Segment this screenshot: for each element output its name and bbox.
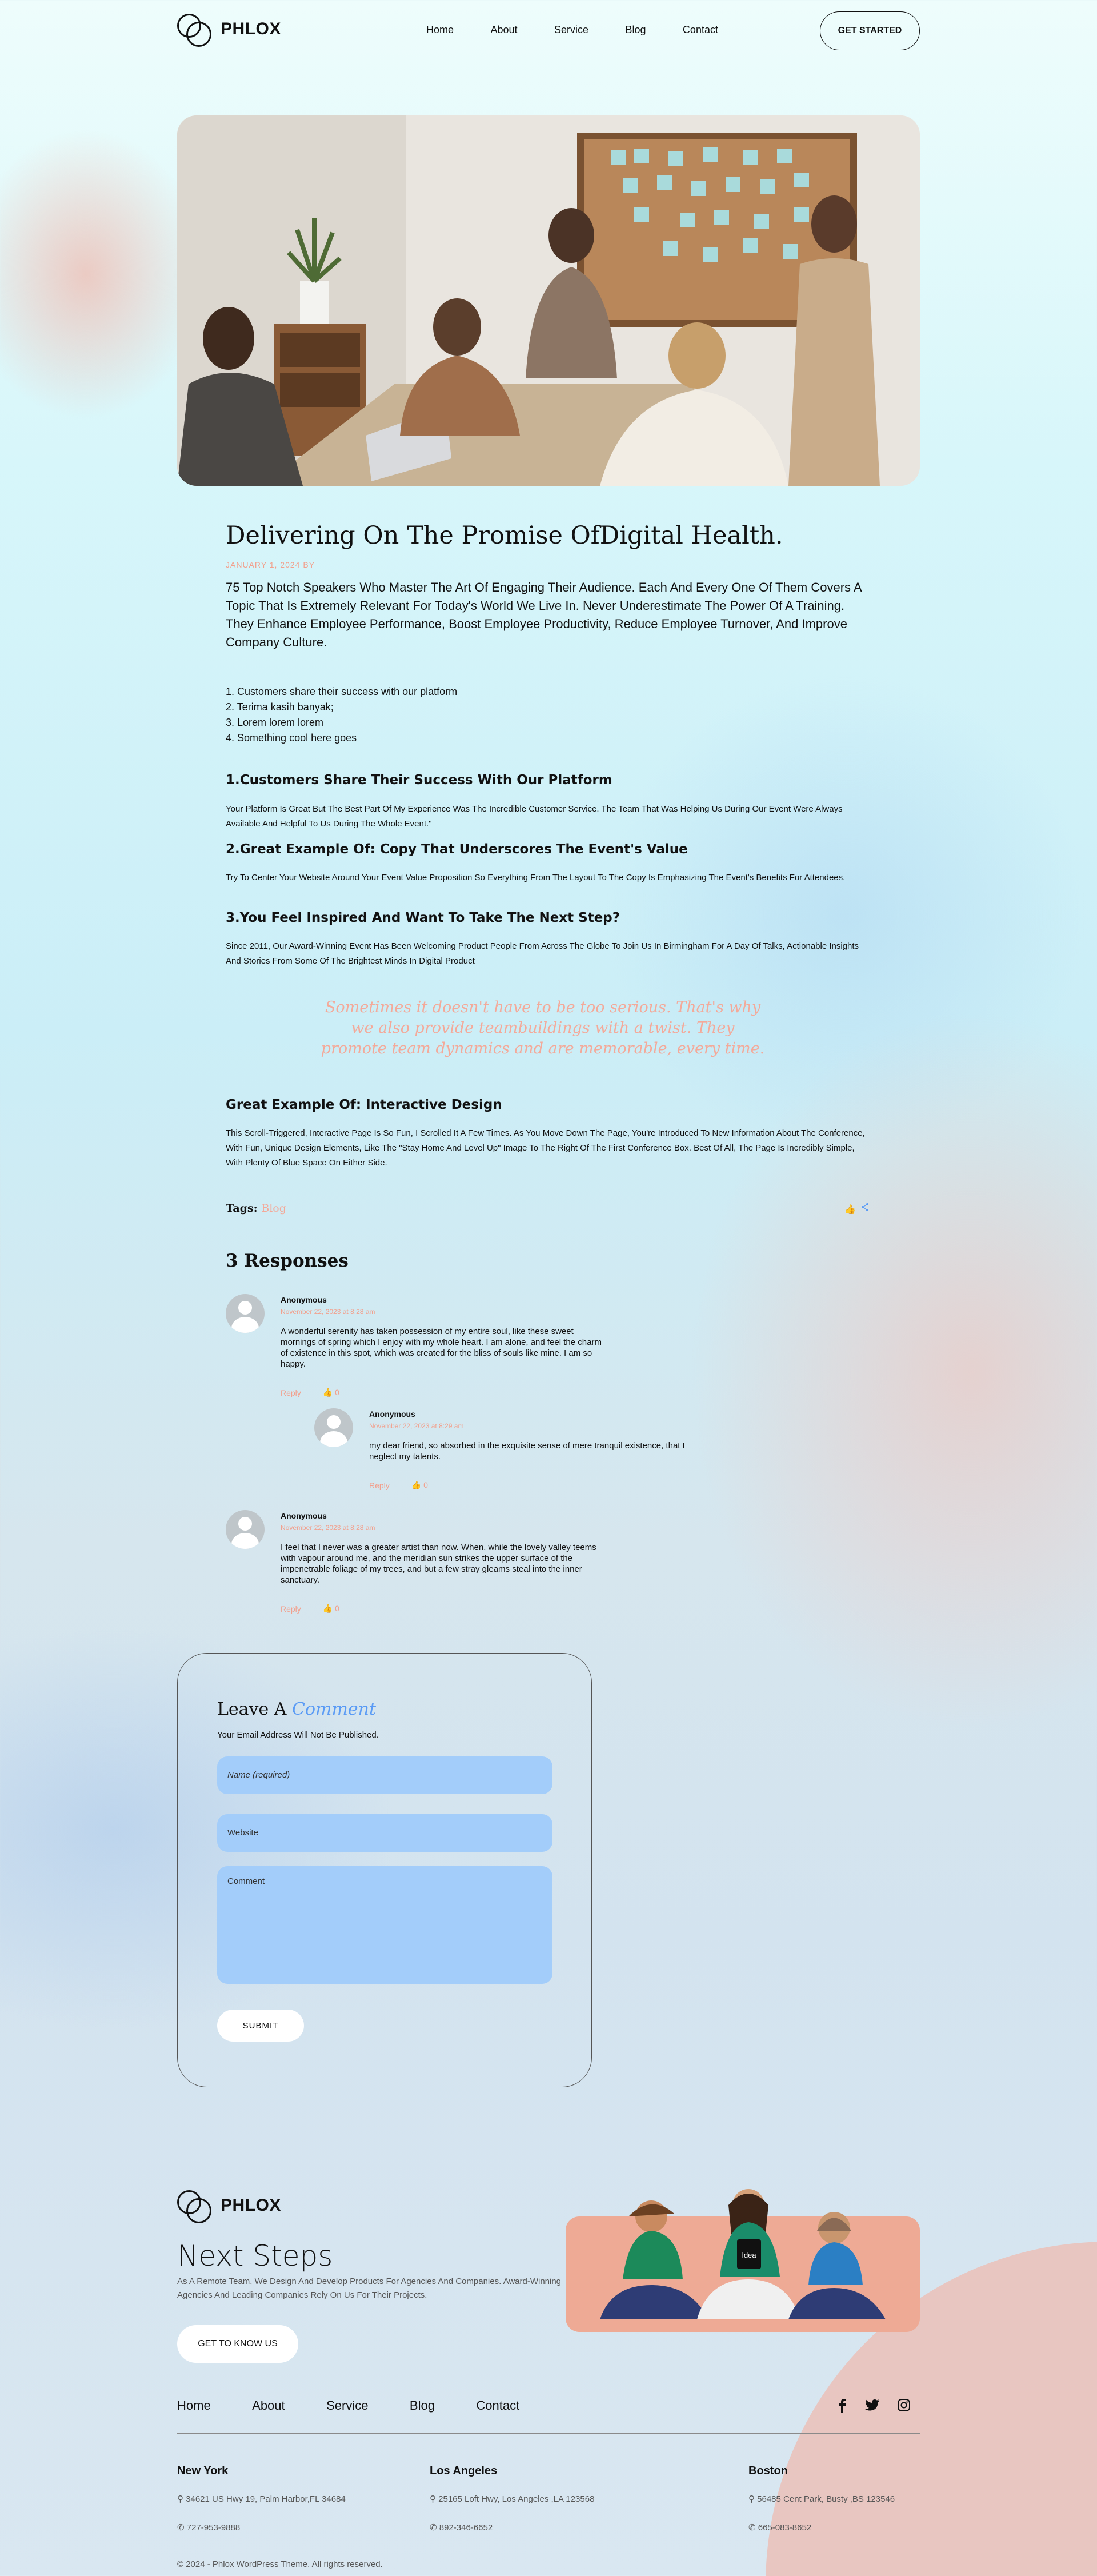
comment-author: Anonymous — [281, 1511, 327, 1520]
section-heading-2: 2.Great Example Of: Copy That Underscores The Event's Value — [226, 842, 688, 857]
logo-text: PHLOX — [221, 2196, 281, 2215]
list-item: 1. Customers share their success with our platform — [226, 686, 458, 697]
office-address: ⚲ 25165 Loft Hwy, Los Angeles ,LA 123568 — [430, 2494, 595, 2504]
team-meeting-photo — [177, 115, 920, 486]
comment-1 — [281, 1295, 606, 1397]
hero-image — [177, 115, 920, 486]
section-body-2: Try To Center Your Website Around Your Event Value Proposition So Everything From The Layout To The Copy Is Emphasizing The Event's Benefits For Attendees. — [226, 873, 846, 882]
share-icon[interactable] — [860, 1203, 870, 1215]
location-pin-icon: ⚲ — [177, 2494, 186, 2504]
get-to-know-us-button[interactable]: GET TO KNOW US — [177, 2325, 298, 2363]
list-item: 2. Terima kasih banyak; — [226, 701, 334, 713]
nav-blog[interactable]: Blog — [625, 24, 646, 35]
tags-row — [226, 1202, 286, 1215]
site-logo[interactable] — [177, 11, 281, 47]
reply-link[interactable]: Reply — [281, 1388, 301, 1397]
phone-icon: ✆ — [430, 2523, 439, 2533]
office-los-angeles — [430, 2465, 594, 2533]
list-item: 3. Lorem lorem lorem — [226, 717, 324, 728]
comment-2 — [369, 1409, 695, 1490]
office-phone[interactable]: ✆ 665-083-8652 — [748, 2523, 812, 2533]
nav-home[interactable]: Home — [426, 24, 454, 35]
comment-date[interactable]: November 22, 2023 at 8:28 am — [281, 1524, 375, 1532]
logo-icon — [177, 11, 213, 47]
footer-nav-home[interactable]: Home — [177, 2398, 211, 2413]
office-address: ⚲ 56485 Cent Park, Busty ,BS 123546 — [748, 2494, 895, 2504]
form-note: Your Email Address Will Not Be Published. — [217, 1730, 379, 1740]
comment-author: Anonymous — [369, 1409, 415, 1419]
footer-nav-contact[interactable]: Contact — [476, 2398, 520, 2413]
instagram-icon[interactable] — [897, 2398, 911, 2412]
location-pin-icon: ⚲ — [430, 2494, 439, 2504]
comment-3 — [281, 1511, 606, 1614]
like-count[interactable]: 👍 0 — [411, 1480, 428, 1489]
comment-form — [177, 1653, 592, 2087]
facebook-icon[interactable] — [836, 2398, 848, 2413]
section-body-3: Since 2011, Our Award-Winning Event Has Been Welcoming Product People From Across The Globe To Join Us In Birmingham For A Day Of Talks, Actionable Insights And Stories From Some Of The Brightest Minds In Digital Product — [226, 941, 859, 966]
get-started-button[interactable]: GET STARTED — [820, 11, 920, 50]
form-title: Leave A Comment — [217, 1699, 377, 1719]
office-boston — [748, 2465, 895, 2533]
footer-desc: As A Remote Team, We Design And Develop Products For Agencies And Companies. Award-Winning Agencies And Leading Companies Rely On Us For Their Projects. — [177, 2277, 562, 2300]
list-item: 4. Something cool here goes — [226, 732, 357, 744]
twitter-icon[interactable] — [865, 2399, 880, 2411]
name-field[interactable]: Name (required) — [217, 1756, 552, 1794]
tags-label: Tags: — [226, 1202, 258, 1215]
responses-title: 3 Responses — [226, 1251, 349, 1271]
footer-nav-about[interactable]: About — [252, 2398, 285, 2413]
section-heading-3: 3.You Feel Inspired And Want To Take The Next Step? — [226, 910, 620, 925]
office-phone[interactable]: ✆ 727-953-9888 — [177, 2523, 241, 2533]
article-lead: 75 Top Notch Speakers Who Master The Art Of Engaging Their Audience. Each And Every One Of Them Covers A Topic That Is Extremely Relevant For Today's World We Live In. Never Underestimate The Power Of A Training. They Enhance Employee Performance, Boost Employee Productivity, Reduce Employee Turnover, And Improve Company Culture. — [226, 580, 862, 649]
reply-link[interactable]: Reply — [369, 1480, 390, 1490]
office-city: Boston — [748, 2465, 788, 2477]
submit-button[interactable]: SUBMIT — [217, 2010, 304, 2042]
office-address: ⚲ 34621 US Hwy 19, Palm Harbor,FL 34684 — [177, 2494, 346, 2504]
footer-logo[interactable] — [177, 2188, 281, 2223]
comment-date[interactable]: November 22, 2023 at 8:29 am — [369, 1422, 464, 1430]
tablet-text: Idea — [742, 2251, 756, 2259]
pull-quote: Sometimes it doesn't have to be too serious. That's why we also provide teambuildings with a twist. They promote team dynamics and are memorable, every time. — [321, 999, 765, 1057]
office-city: New York — [177, 2465, 229, 2477]
section-body-1: Your Platform Is Great But The Best Part Of My Experience Was The Incredible Customer Service. The Team That Was Helping Us During Our Event Were Always Available And Helpful To Us During The Whole Event." — [226, 804, 843, 829]
footer-illustration — [566, 2216, 920, 2332]
location-pin-icon: ⚲ — [748, 2494, 758, 2504]
nav-about[interactable]: About — [490, 24, 518, 35]
section-heading-1: 1.Customers Share Their Success With Our Platform — [226, 773, 612, 788]
like-icon[interactable]: 👍 — [844, 1205, 856, 1215]
avatar — [226, 1510, 265, 1549]
section-body-4: This Scroll-Triggered, Interactive Page Is So Fun, I Scrolled It A Few Times. As You Move Down The Page, You're Introduced To New Information About The Conference, With Fun, Unique Design Elements, Like The "Stay Home And Level Up" Image To The Right Of The First Conference Box. Best Of All, The Page Is Incredibly Simple, With Plenty Of Blue Space On Either Side. — [226, 1128, 865, 1168]
comment-field[interactable]: Comment — [217, 1866, 552, 1984]
like-count[interactable]: 👍 0 — [322, 1604, 339, 1613]
phone-icon: ✆ — [748, 2523, 758, 2533]
avatar — [226, 1294, 265, 1333]
copyright: © 2024 - Phlox WordPress Theme. All rights reserved. — [177, 2559, 383, 2569]
comment-date[interactable]: November 22, 2023 at 8:28 am — [281, 1308, 375, 1316]
comment-text: I feel that I never was a greater artist than now. When, while the lovely valley teems with vapour around me, and the meridian sun strikes the upper surface of the impenetrable foliage of my trees, and but a few stray gleams steal into the inner sanctuary. — [281, 1543, 596, 1585]
section-heading-4: Great Example Of: Interactive Design — [226, 1097, 502, 1112]
footer-nav-service[interactable]: Service — [326, 2398, 369, 2413]
students-photo — [566, 2182, 920, 2319]
logo-icon — [177, 2188, 213, 2223]
social-icons — [836, 2398, 911, 2413]
footer-heading: Next Steps — [177, 2239, 333, 2273]
article-meta: JANUARY 1, 2024 BY — [226, 560, 315, 569]
office-city: Los Angeles — [430, 2465, 498, 2477]
website-field[interactable]: Website — [217, 1814, 552, 1852]
footer-nav — [177, 2398, 558, 2413]
article-title: Delivering On The Promise OfDigital Health. — [226, 521, 783, 550]
main-nav — [426, 24, 718, 36]
office-phone[interactable]: ✆ 892-346-6652 — [430, 2523, 493, 2533]
logo-text: PHLOX — [221, 19, 281, 38]
footer-nav-blog[interactable]: Blog — [409, 2398, 435, 2413]
avatar — [314, 1408, 353, 1447]
nav-service[interactable]: Service — [554, 24, 588, 35]
like-count[interactable]: 👍 0 — [322, 1388, 339, 1397]
comment-text: my dear friend, so absorbed in the exquisite sense of mere tranquil existence, that I neglect my talents. — [369, 1441, 685, 1461]
nav-contact[interactable]: Contact — [682, 24, 718, 35]
tag-blog[interactable]: Blog — [261, 1202, 286, 1215]
comment-author: Anonymous — [281, 1295, 327, 1304]
article-list — [226, 684, 457, 746]
comment-text: A wonderful serenity has taken possession of my entire soul, like these sweet mornings of spring which I enjoy with my whole heart. I am alone, and feel the charm of existence in this spot, which was created for the bliss of souls like mine. I am so happy. — [281, 1327, 602, 1369]
phone-icon: ✆ — [177, 2523, 187, 2533]
reply-link[interactable]: Reply — [281, 1604, 301, 1614]
footer-divider — [177, 2433, 920, 2434]
office-new-york — [177, 2465, 346, 2533]
